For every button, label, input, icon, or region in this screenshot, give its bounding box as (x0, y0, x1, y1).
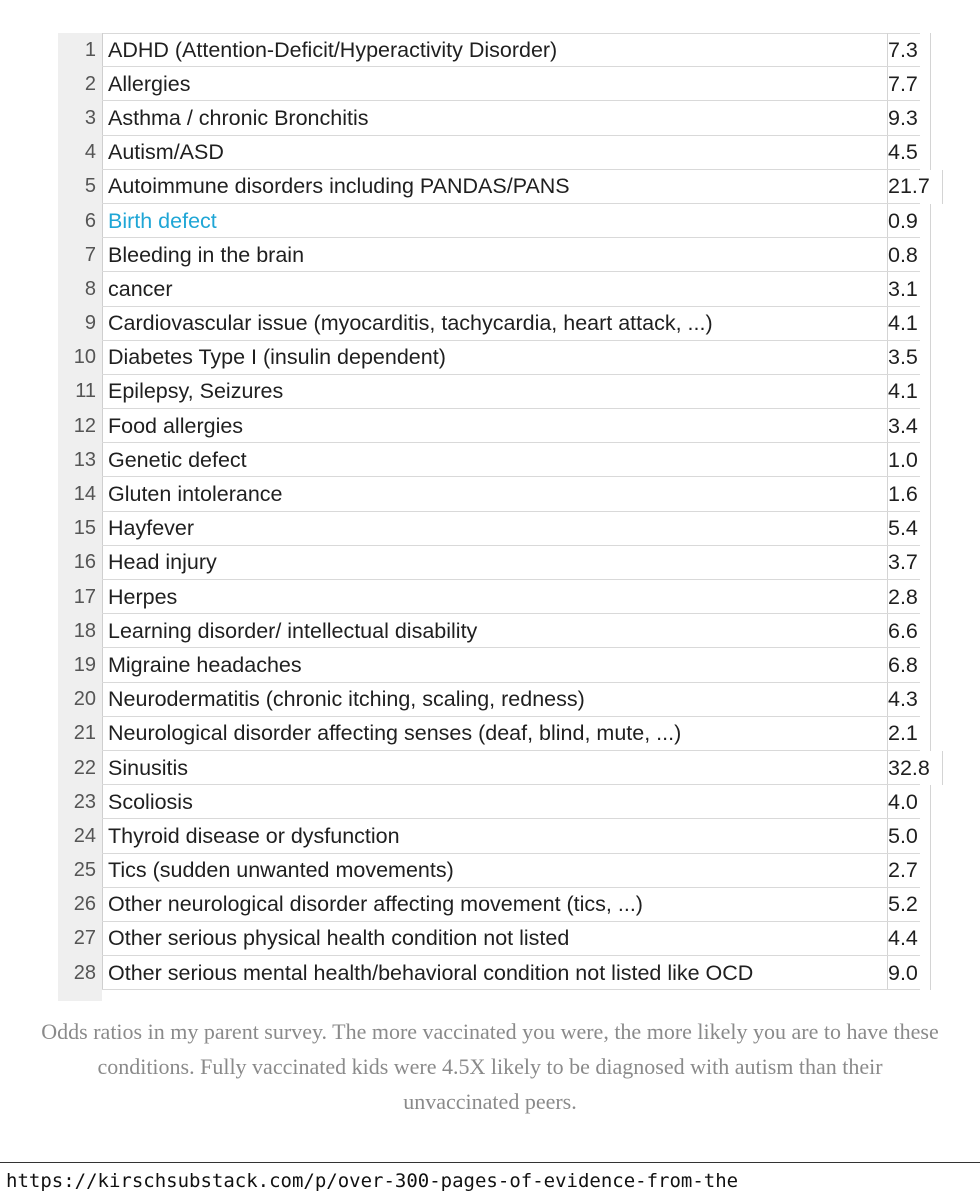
table-row (58, 956, 920, 990)
odds-ratio-cell: 3.4 (888, 409, 931, 443)
row-number: 26 (73, 893, 96, 916)
condition-cell: Scoliosis (102, 785, 888, 819)
row-number: 13 (73, 448, 96, 471)
row-number: 21 (73, 722, 96, 745)
table-row (58, 170, 930, 204)
condition-cell: Sinusitis (102, 751, 888, 785)
odds-ratio-cell: 1.6 (888, 477, 931, 511)
odds-ratio-cell: 9.3 (888, 101, 931, 135)
condition-cell: Birth defect (102, 204, 888, 238)
condition-cell: cancer (102, 272, 888, 306)
table-row (58, 819, 920, 853)
table-row (58, 272, 920, 306)
odds-ratio-cell: 4.4 (888, 922, 931, 956)
odds-ratio-cell: 32.8 (888, 751, 943, 785)
odds-ratio-cell: 2.1 (888, 717, 931, 751)
condition-cell: Asthma / chronic Bronchitis (102, 101, 888, 135)
condition-cell: Diabetes Type I (insulin dependent) (102, 341, 888, 375)
odds-ratio-cell: 4.0 (888, 785, 931, 819)
odds-ratio-cell: 2.8 (888, 580, 931, 614)
condition-cell: Gluten intolerance (102, 477, 888, 511)
row-number: 27 (73, 927, 96, 950)
row-number: 18 (73, 619, 96, 642)
odds-ratio-cell: 3.7 (888, 546, 931, 580)
spreadsheet-screenshot (58, 33, 930, 1001)
condition-cell: Allergies (102, 67, 888, 101)
row-number: 28 (73, 961, 96, 984)
condition-cell: Tics (sudden unwanted movements) (102, 854, 888, 888)
table-row (58, 922, 920, 956)
odds-ratio-cell: 4.1 (888, 307, 931, 341)
odds-ratio-cell: 1.0 (888, 443, 931, 477)
odds-ratio-cell: 3.1 (888, 272, 931, 306)
odds-ratio-cell: 4.5 (888, 136, 931, 170)
table-row (58, 648, 920, 682)
table-row (58, 477, 920, 511)
condition-cell: Other neurological disorder affecting movement (tics, ...) (102, 888, 888, 922)
odds-ratio-cell: 21.7 (888, 170, 943, 204)
row-number: 8 (84, 277, 96, 300)
row-number: 4 (84, 141, 96, 164)
row-number: 12 (73, 414, 96, 437)
condition-cell: Autoimmune disorders including PANDAS/PANS (102, 170, 888, 204)
table-row (58, 67, 920, 101)
table-row (58, 101, 920, 135)
table-row (58, 341, 920, 375)
row-number: 25 (73, 859, 96, 882)
odds-ratio-cell: 9.0 (888, 956, 931, 990)
table-row (58, 238, 920, 272)
row-number: 1 (84, 38, 96, 61)
condition-cell: Autism/ASD (102, 136, 888, 170)
row-number: 22 (73, 756, 96, 779)
condition-cell: Bleeding in the brain (102, 238, 888, 272)
condition-cell: ADHD (Attention-Deficit/Hyperactivity Disorder) (102, 33, 888, 67)
row-number: 7 (84, 243, 96, 266)
row-number: 10 (73, 346, 96, 369)
row-number: 16 (73, 551, 96, 574)
condition-cell: Herpes (102, 580, 888, 614)
row-number: 19 (73, 653, 96, 676)
condition-cell: Migraine headaches (102, 648, 888, 682)
table-row (58, 443, 920, 477)
table-row (58, 307, 920, 341)
condition-cell: Head injury (102, 546, 888, 580)
table-row (58, 136, 920, 170)
table-row (58, 854, 920, 888)
condition-cell: Neurodermatitis (chronic itching, scaling, redness) (102, 683, 888, 717)
row-number: 2 (84, 72, 96, 95)
odds-ratio-cell: 4.3 (888, 683, 931, 717)
table-row (58, 614, 920, 648)
table-row (58, 546, 920, 580)
condition-cell: Neurological disorder affecting senses (deaf, blind, mute, ...) (102, 717, 888, 751)
table-row (58, 375, 920, 409)
condition-cell: Epilepsy, Seizures (102, 375, 888, 409)
table-row (58, 717, 920, 751)
odds-ratio-cell: 7.3 (888, 33, 931, 67)
table-rows (58, 33, 930, 990)
table-row (58, 204, 920, 238)
row-number: 11 (75, 380, 96, 403)
row-number: 20 (73, 688, 96, 711)
condition-cell: Genetic defect (102, 443, 888, 477)
odds-ratio-cell: 6.6 (888, 614, 931, 648)
row-number: 3 (84, 106, 96, 129)
odds-ratio-cell: 5.4 (888, 512, 931, 546)
table-row (58, 409, 920, 443)
row-number: 6 (84, 209, 96, 232)
source-url[interactable]: https://kirschsubstack.com/p/over-300-pages-of-evidence-from-the (0, 1162, 980, 1200)
row-number: 17 (73, 585, 96, 608)
image-caption: Odds ratios in my parent survey. The more vaccinated you were, the more likely you are to have these conditions. Fully vaccinated kids were 4.5X likely to be diagnosed with autism than their unvaccinated peers. (41, 1019, 939, 1114)
odds-ratio-cell: 5.0 (888, 819, 931, 853)
odds-ratio-cell: 0.9 (888, 204, 931, 238)
odds-ratio-cell: 3.5 (888, 341, 931, 375)
row-number: 9 (84, 312, 96, 335)
condition-cell: Other serious physical health condition not listed (102, 922, 888, 956)
odds-ratio-cell: 7.7 (888, 67, 931, 101)
odds-ratio-cell: 5.2 (888, 888, 931, 922)
condition-cell: Cardiovascular issue (myocarditis, tachycardia, heart attack, ...) (102, 307, 888, 341)
table-row (58, 785, 920, 819)
table-row (58, 580, 920, 614)
odds-ratio-cell: 0.8 (888, 238, 931, 272)
table-row (58, 512, 920, 546)
condition-cell: Other serious mental health/behavioral condition not listed like OCD (102, 956, 888, 990)
condition-cell: Food allergies (102, 409, 888, 443)
condition-cell: Thyroid disease or dysfunction (102, 819, 888, 853)
odds-ratio-cell: 2.7 (888, 854, 931, 888)
row-number: 15 (73, 517, 96, 540)
row-number: 14 (73, 483, 96, 506)
odds-ratio-cell: 6.8 (888, 648, 931, 682)
table-row (58, 33, 920, 67)
table-row (58, 888, 920, 922)
condition-cell: Learning disorder/ intellectual disability (102, 614, 888, 648)
condition-cell: Hayfever (102, 512, 888, 546)
table-row (58, 751, 930, 785)
row-number: 24 (73, 824, 96, 847)
odds-ratio-cell: 4.1 (888, 375, 931, 409)
table-row (58, 683, 920, 717)
row-number: 23 (73, 790, 96, 813)
row-number: 5 (84, 175, 96, 198)
